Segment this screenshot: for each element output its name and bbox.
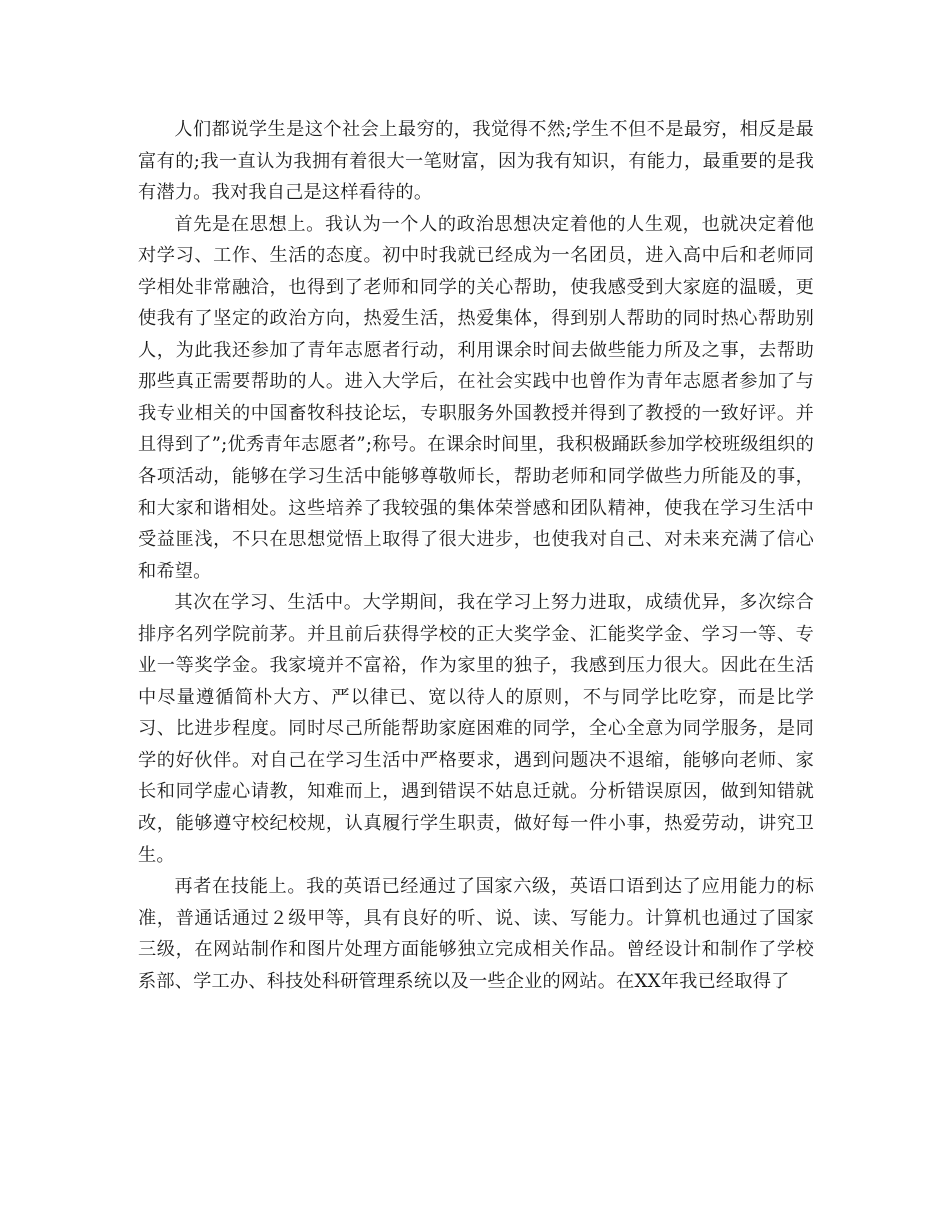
paragraph-skills: 再者在技能上。我的英语已经通过了国家六级，英语口语到达了应用能力的标准，普通话通过２级甲等，具有良好的听、说、读、写能力。计算机也通过了国家三级，在网站制作和图片处理方面能够独立完成相关作品。曾经设计和制作了学校系部、学工办、科技处科研管理系统以及一些企业的网站。在XX年我已经取得了 [138,876,814,992]
paragraph-study-life: 其次在学习、生活中。大学期间，我在学习上努力进取，成绩优异，多次综合排序名列学院前茅。并且前后获得学校的正大奖学金、汇能奖学金、学习一等、专业一等奖学金。我家境并不富裕，作为家里的独子，我感到压力很大。因此在生活中尽量遵循简朴大方、严以律已、宽以待人的原则，不与同学比吃穿，而是比学习、比进步程度。同时尽己所能帮助家庭困难的同学，全心全意为同学服务，是同学的好伙伴。对自己在学习生活中严格要求，遇到问题决不退缩，能够向老师、家长和同学虚心请教，知难而上，遇到错误不姑息迁就。分析错误原因，做到知错就改，能够遵守校纪校规，认真履行学生职责，做好每一件小事，热爱劳动，讲究卫生。 [138,592,814,866]
document-body [138,114,814,997]
paragraph-ideology: 首先是在思想上。我认为一个人的政治思想决定着他的人生观，也就决定着他对学习、工作、生活的态度。初中时我就已经成为一名团员，进入高中后和老师同学相处非常融洽，也得到了老师和同学的关心帮助，使我感受到大家庭的温暖，更使我有了坚定的政治方向，热爱生活，热爱集体，得到别人帮助的同时热心帮助别人，为此我还参加了青年志愿者行动，利用课余时间去做些能力所及之事，去帮助那些真正需要帮助的人。进入大学后，在社会实践中也曾作为青年志愿者参加了与我专业相关的中国畜牧科技论坛，专职服务外国教授并得到了教授的一致好评。并且得到了”;优秀青年志愿者”;称号。在课余时间里，我积极踊跃参加学校班级组织的各项活动，能够在学习生活中能够尊敬师长，帮助老师和同学做些力所能及的事，和大家和谐相处。这些培养了我较强的集体荣誉感和团队精神，使我在学习生活中受益匪浅，不只在思想觉悟上取得了很大进步，也使我对自己、对未来充满了信心和希望。 [138,213,814,582]
paragraph-intro: 人们都说学生是这个社会上最穷的，我觉得不然;学生不但不是最穷，相反是最富有的;我一直认为我拥有着很大一笔财富，因为我有知识，有能力，最重要的是我有潜力。我对我自己是这样看待的。 [138,119,814,204]
